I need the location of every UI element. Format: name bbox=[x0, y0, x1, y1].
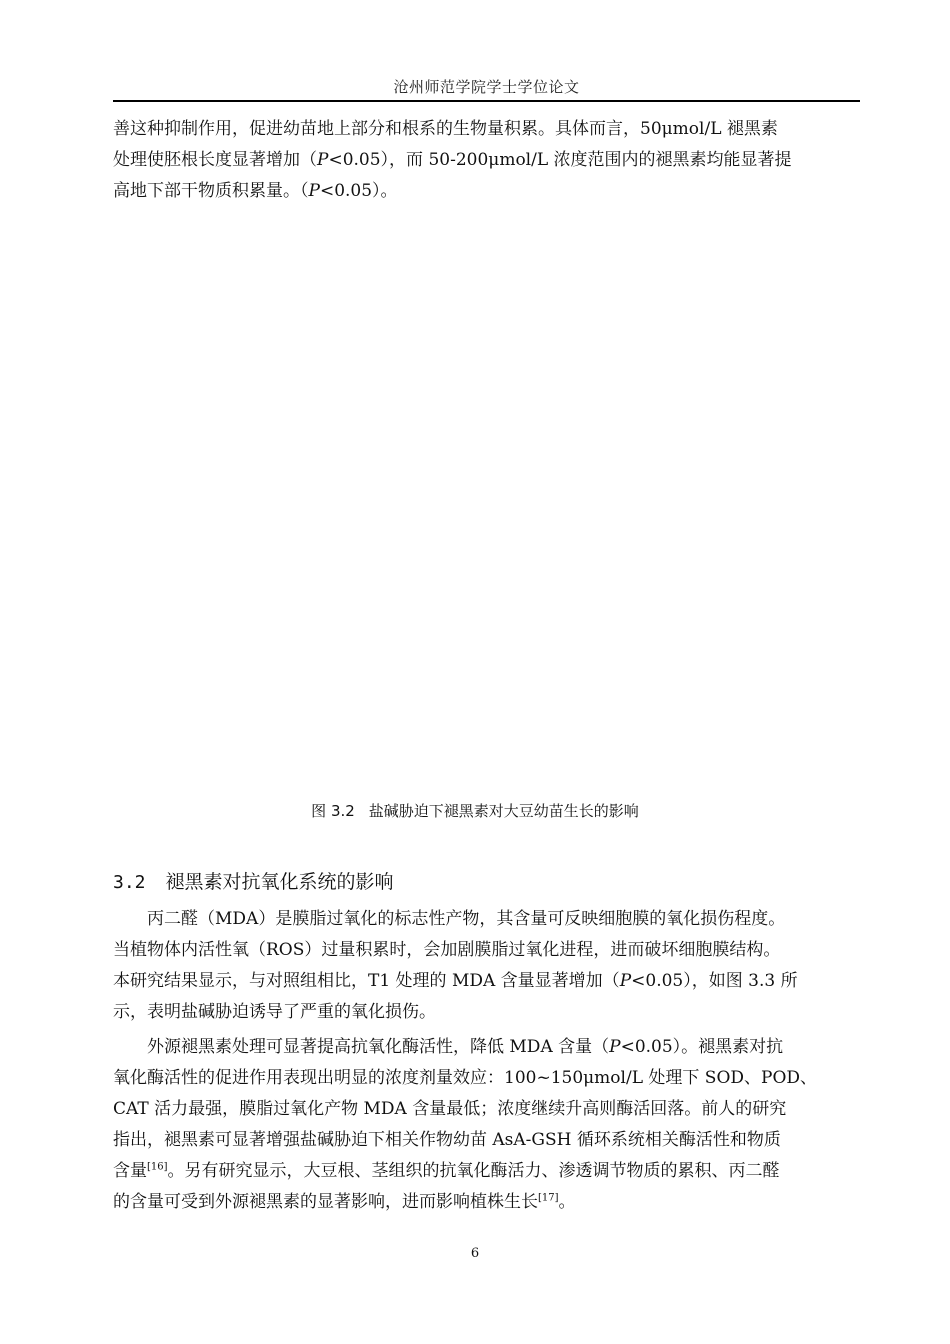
text-line bbox=[113, 904, 860, 935]
p-symbol: P bbox=[308, 181, 320, 201]
paragraph-top bbox=[113, 114, 860, 207]
text-span: <0.05），如图 3.3 所 bbox=[631, 971, 798, 991]
section-title: 褪黑素对抗氧化系统的影响 bbox=[165, 871, 394, 893]
text-line bbox=[113, 176, 860, 207]
figure-number: 图 3.2 bbox=[311, 802, 355, 820]
p-symbol: P bbox=[609, 1037, 621, 1057]
text-line: 指出，褪黑素可显著增强盐碱胁迫下相关作物幼苗 AsA-GSH 循环系统相关酶活性和物质 bbox=[113, 1130, 781, 1150]
paragraph-mda bbox=[113, 904, 860, 1028]
text-span: 。另有研究显示，大豆根、茎组织的抗氧化酶活力、渗透调节物质的累积、丙二醛 bbox=[167, 1161, 780, 1181]
citation-16: [16] bbox=[147, 1161, 168, 1173]
text-line: 示，表明盐碱胁迫诱导了严重的氧化损伤。 bbox=[113, 1002, 436, 1022]
text-span: <0.05）。 bbox=[319, 181, 398, 201]
text-span: 丙二醛（MDA）是膜脂过氧化的标志性产物，其含量可反映细胞膜的氧化损伤程度。 bbox=[147, 909, 786, 929]
text-line: CAT 活力最强，膜脂过氧化产物 MDA 含量最低；浓度继续升高则酶活回落。前人的研究 bbox=[113, 1099, 787, 1119]
text-span: 外源褪黑素处理可显著提高抗氧化酶活性，降低 MDA 含量（ bbox=[147, 1037, 610, 1057]
text-span: 。 bbox=[558, 1192, 576, 1212]
paragraph-melatonin bbox=[113, 1032, 860, 1218]
text-line: 当植物体内活性氧（ROS）过量积累时，会加剧膜脂过氧化进程，进而破坏细胞膜结构。 bbox=[113, 940, 781, 960]
header-rule bbox=[113, 100, 860, 102]
figure-title: 盐碱胁迫下褪黑素对大豆幼苗生长的影响 bbox=[368, 802, 639, 820]
p-symbol: P bbox=[317, 150, 329, 170]
text-line: 氧化酶活性的促进作用表现出明显的浓度剂量效应：100~150μmol/L 处理下 SOD、POD、 bbox=[113, 1068, 818, 1088]
running-header: 沧州师范学院学士学位论文 bbox=[393, 78, 580, 96]
text-span: <0.05），而 50-200μmol/L 浓度范围内的褪黑素均能显著提 bbox=[328, 150, 792, 170]
text-line bbox=[113, 1156, 860, 1187]
citation-17: [17] bbox=[538, 1192, 559, 1204]
text-span: 高地下部干物质积累量。（ bbox=[113, 181, 309, 201]
text-span: 本研究结果显示，与对照组相比，T1 处理的 MDA 含量显著增加（ bbox=[113, 971, 620, 991]
text-line bbox=[113, 1032, 860, 1063]
figure-caption bbox=[0, 800, 950, 821]
section-heading bbox=[113, 867, 394, 894]
text-span: <0.05）。褪黑素对抗 bbox=[620, 1037, 784, 1057]
section-number: 3.2 bbox=[113, 872, 146, 893]
text-span: 处理使胚根长度显著增加（ bbox=[113, 150, 317, 170]
text-line bbox=[113, 966, 860, 997]
text-line: 善这种抑制作用，促进幼苗地上部分和根系的生物量积累。具体而言，50μmol/L 褪黑素 bbox=[113, 119, 778, 139]
p-symbol: P bbox=[619, 971, 632, 991]
text-span: 含量 bbox=[113, 1161, 147, 1181]
text-span: 的含量可受到外源褪黑素的显著影响，进而影响植株生长 bbox=[113, 1192, 538, 1212]
text-line bbox=[113, 1187, 860, 1218]
page-number: 6 bbox=[470, 1246, 480, 1261]
text-line bbox=[113, 145, 860, 176]
